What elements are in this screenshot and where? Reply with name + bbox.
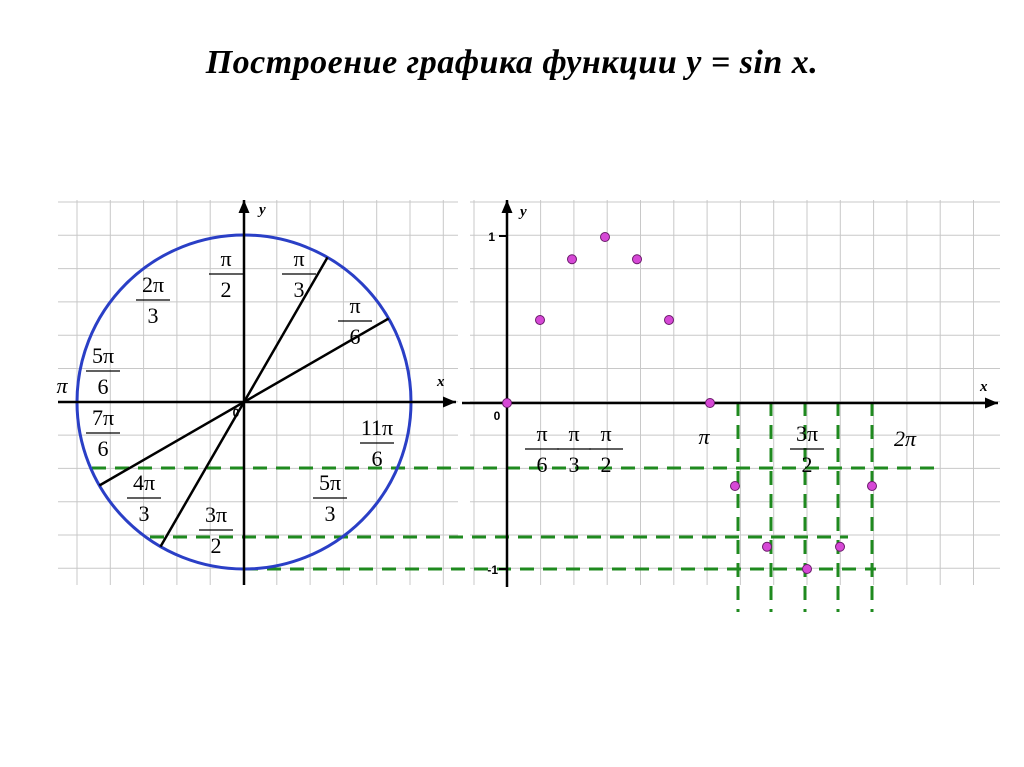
sine-point: [568, 255, 577, 264]
angle-label-5pi-over-6-numerator: 5π: [91, 343, 115, 368]
graph-x-label-g-3pi-over-2-numerator: 3π: [795, 421, 819, 446]
angle-label-3pi-over-2: [199, 502, 233, 558]
angle-label-5pi-over-3-numerator: 5π: [318, 470, 342, 495]
graph-x-label-g-pi-over-6-denominator: 6: [536, 452, 548, 477]
graph-x-label-g-pi: π: [698, 424, 710, 449]
angle-label-5pi-over-3: [313, 470, 347, 526]
angle-label-11pi-over-6-denominator: 6: [371, 446, 383, 471]
sine-point: [868, 482, 877, 491]
angle-label-4pi-over-3: [127, 470, 161, 526]
angle-label-pi-over-6-denominator: 6: [349, 324, 361, 349]
graph-x-label-g-pi-over-2-numerator: π: [600, 421, 612, 446]
labels: [56, 202, 988, 577]
angle-label-2pi-over-3-numerator: 2π: [141, 272, 165, 297]
angle-label-2pi-over-3-denominator: 3: [147, 303, 159, 328]
graph-y-tick-label-neg1: -1: [487, 563, 498, 577]
sine-point: [803, 565, 812, 574]
angle-label-5pi-over-6-denominator: 6: [97, 374, 109, 399]
sine-point: [503, 399, 512, 408]
angle-label-11pi-over-6: [360, 415, 394, 471]
angle-label-pi-over-3: [282, 246, 316, 302]
graph-x-axis-arrowhead: [985, 398, 998, 409]
angle-label-pi-over-2: [209, 246, 243, 302]
graph-x-axis-label: x: [980, 379, 988, 395]
sine-point: [536, 316, 545, 325]
sine-point: [706, 399, 715, 408]
sine-point: [665, 316, 674, 325]
angle-label-3pi-over-2-denominator: 2: [210, 533, 222, 558]
circle-x-axis-label: x: [437, 374, 445, 390]
angle-label-7pi-over-6-denominator: 6: [97, 436, 109, 461]
circle-y-axis-label: y: [259, 202, 266, 218]
angle-label-4pi-over-3-denominator: 3: [138, 501, 150, 526]
angle-label-11pi-over-6-numerator: 11π: [360, 415, 394, 440]
sine-point: [731, 482, 740, 491]
graph-x-label-g-2pi: 2π: [893, 426, 917, 451]
graph-y-axis-label: y: [520, 204, 527, 220]
circle-origin-label: 0: [232, 406, 240, 420]
graph-x-label-g-pi-over-3-denominator: 3: [568, 452, 580, 477]
sine-point: [836, 542, 845, 551]
axes: [58, 200, 998, 587]
angle-label-pi-over-3-numerator: π: [293, 246, 305, 271]
angle-label-4pi-over-3-numerator: 4π: [132, 470, 156, 495]
angle-label-7pi-over-6-numerator: 7π: [91, 405, 115, 430]
slide-title: Построение графика функции y = sin x.: [205, 44, 819, 81]
graph-x-label-g-pi-over-3-numerator: π: [568, 421, 580, 446]
grid: [58, 200, 1000, 585]
angle-label-7pi-over-6: [86, 405, 120, 461]
sine-point: [633, 255, 642, 264]
angle-label-5pi-over-6: [86, 343, 120, 399]
angle-label-2pi-over-3: [136, 272, 170, 328]
angle-label-pi: π: [56, 373, 68, 398]
graph-x-label-g-pi-over-6-numerator: π: [536, 421, 548, 446]
graph-origin-label: 0: [493, 409, 501, 423]
circle-x-axis-arrowhead: [443, 397, 456, 408]
sine-point: [601, 233, 610, 242]
angle-label-pi-over-3-denominator: 3: [293, 277, 305, 302]
angle-label-pi-over-2-numerator: π: [220, 246, 232, 271]
angle-label-pi-over-2-denominator: 2: [220, 277, 232, 302]
graph-x-label-g-3pi-over-2-denominator: 2: [801, 452, 813, 477]
sine-point: [763, 542, 772, 551]
angle-label-5pi-over-3-denominator: 3: [324, 501, 336, 526]
graph-y-tick-label-1: 1: [488, 230, 495, 244]
graph-x-label-g-pi-over-2-denominator: 2: [600, 452, 612, 477]
angle-label-3pi-over-2-numerator: 3π: [204, 502, 228, 527]
angle-label-pi-over-6-numerator: π: [349, 293, 361, 318]
